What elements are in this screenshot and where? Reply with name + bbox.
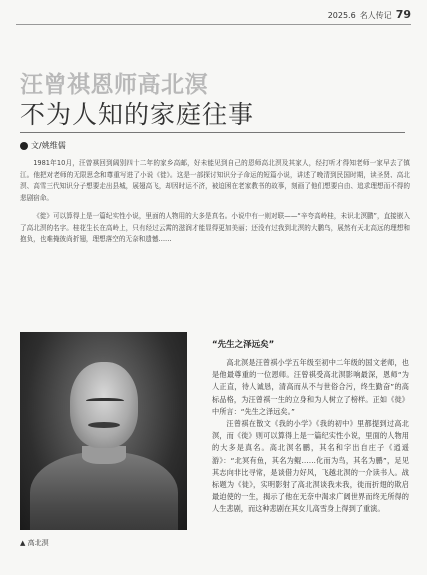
header-divider bbox=[16, 24, 411, 25]
article-subtitle: 不为人知的家庭往事 bbox=[20, 100, 255, 129]
page-header bbox=[328, 8, 411, 21]
section-body bbox=[212, 357, 409, 516]
section-heading: “先生之泽远矣” bbox=[212, 340, 275, 350]
portrait-photo bbox=[20, 332, 187, 530]
intro-paragraph: 1981年10月，汪曾祺回到阔别四十二年的家乡高邮，好未能见到自己的恩师高北溟及其家人，经打听才得知老师一家早去了镇江。他把对老师的无限思念和尊重写进了小说《徙》。这是一部探讨知识分子命运的短篇小说，讲述了晚清到民国时期，读圣贤、高北溟、高雪三代知识分子想要走出县城，展翅高飞，却因时运不济，被迫困在老家教书的故事，刻画了他们想要自由、追求理想而不得的悲剧宿命。 bbox=[20, 159, 410, 202]
body-paragraph: 高北溟是汪曾祺小学五年级至初中二年级的国文老师，也是他最尊重的一位恩师。汪曾祺受高北溟影响最深，恩师“为人正直，待人诚恳，清高而从不与世俗合污，终生勤奋”的高标品格，为汪曾祺一生的立身和为人树立了榜样。正如《徙》中所言：“先生之泽远矣。” bbox=[212, 358, 409, 416]
title-divider bbox=[20, 132, 405, 133]
intro-text bbox=[20, 158, 410, 253]
author: 文/姚维儒 bbox=[31, 141, 66, 150]
photo-caption: ▲ 高北溟 bbox=[20, 539, 49, 547]
intro-paragraph: 《徙》可以算得上是一篇纪实性小说，里面的人物用的大多是真名。小说中有一则对联——“辛夸高岭桂，未识北溟鹏”，直接嵌入了高北溟的名字。桂花生长在高岭上，只有经过云霄的滋润才能显得更加美丽；还没有过我到北溟的大鹏鸟，展然有天北高远的理想和抱负，也难掩彼尚折翅，理想落空的无奈和遗憾…… bbox=[20, 212, 410, 243]
body-paragraph: 汪曾祺在散文《我的小学》《我的初中》里都提到过高北溟，而《徙》则可以算得上是一篇纪实性小说，里面的人物用的大多是真名。高北溟名鹏，其名和字出自庄子《逍遥游》：“北冥有鱼，其名为鲲……化而为鸟，其名为鹏”，足见其志向非比寻常，是谈借力好风，飞越北溟的一介读书人。战标题为《徙》，实明影射了高北溟谈我未我，徙而折翅的欺启最迫使的一生，揭示了他在无奈中渴求广阔世界而终无所得的人生悲剧，而这种悲剧在其女儿高雪身上得到了重演。 bbox=[212, 419, 409, 514]
page-number: 79 bbox=[395, 8, 411, 21]
article-title: 汪曾祺恩师高北溟 bbox=[20, 72, 208, 98]
byline bbox=[20, 140, 66, 151]
bullet-icon bbox=[20, 142, 28, 150]
magazine-name: 名人传记 bbox=[359, 11, 392, 20]
issue-date: 2025.6 bbox=[327, 11, 356, 20]
